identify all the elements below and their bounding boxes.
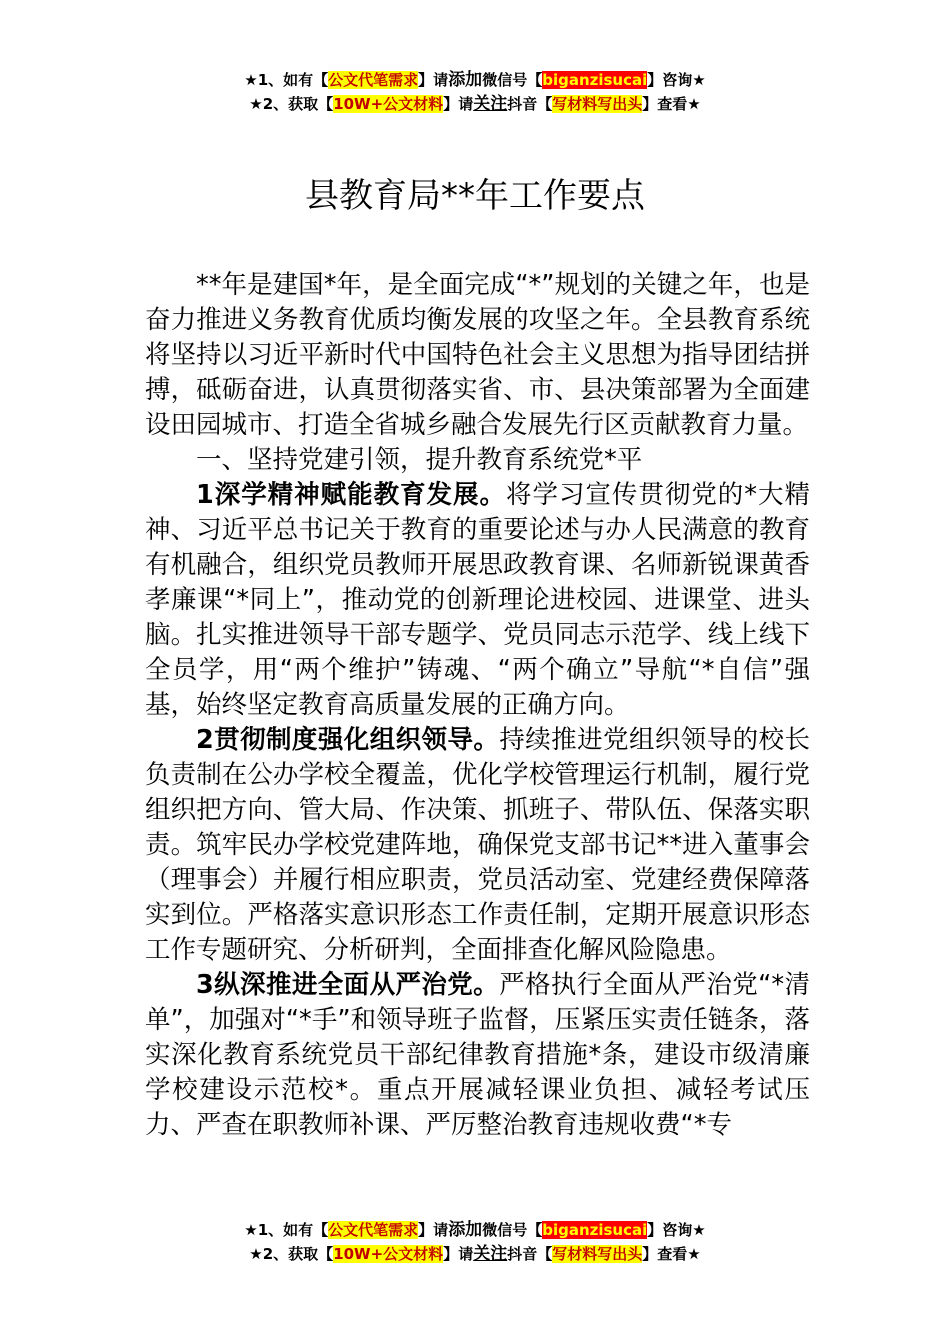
item-heading-2: 2贯彻制度强化组织领导。: [196, 725, 500, 755]
document-title: 县教育局**年工作要点: [305, 176, 645, 216]
footer-notice-line-1: ★1、如有【公文代笔需求】请添加微信号【biganzisucai】咨询★: [244, 1220, 706, 1240]
notice-line-2: ★2、获取【10W+公文材料】请关注抖音【写材料写出头】查看★: [249, 94, 701, 114]
item-paragraph-2: 2贯彻制度强化组织领导。持续推进党组织领导的校长负责制在公办学校全覆盖，优化学校管理运行机制，履行党组织把方向、管大局、作决策、抓班子、带队伍、保落实职责。筑牢民办学校党建阵地，确保党支部书记**进入董事会（理事会）并履行相应职责，党员活动室、党建经费保障落实到位。严格落实意识形态工作责任制，定期开展意识形态工作专题研究、分析研判，全面排查化解风险隐患。: [145, 725, 810, 965]
item-heading-3: 3纵深推进全面从严治党。: [196, 970, 500, 1000]
footer-notice-banner: [0, 1218, 950, 1266]
item-heading-1: 1深学精神赋能教育发展。: [196, 480, 506, 510]
item-paragraph-1: 1深学精神赋能教育发展。将学习宣传贯彻党的*大精神、习近平总书记关于教育的重要论述与办人民满意的教育有机融合，组织党员教师开展思政教育课、名师新锐课黄香孝廉课“*同上”，推动党的创新理论进校园、进课堂、进头脑。扎实推进领导干部专题学、党员同志示范学、线上线下全员学，用“两个维护”铸魂、“两个确立”导航“*自信”强基，始终坚定教育高质量发展的正确方向。: [145, 480, 810, 720]
document-body: [145, 268, 810, 1143]
notice-line-1: ★1、如有【公文代笔需求】请添加微信号【biganzisucai】咨询★: [244, 70, 706, 90]
highlight-materials: 10W+公文材料: [333, 95, 444, 113]
header-notice-banner: [0, 68, 950, 116]
footer-notice-line-2: ★2、获取【10W+公文材料】请关注抖音【写材料写出头】查看★: [249, 1244, 701, 1264]
section-heading-1: 一、坚持党建引领，提升教育系统党*平: [196, 445, 643, 475]
intro-paragraph: **年是建国*年，是全面完成“*”规划的关键之年，也是奋力推进义务教育优质均衡发展的攻坚之年。全县教育系统将坚持以习近平新时代中国特色社会主义思想为指导团结拼搏，砥砺奋进，认真贯彻落实省、市、县决策部署为全面建设田园城市、打造全省城乡融合发展先行区贡献教育力量。: [145, 270, 810, 440]
highlight-service: 公文代笔需求: [328, 71, 419, 89]
highlight-douyin: 写材料写出头: [552, 95, 643, 113]
item-paragraph-3: 3纵深推进全面从严治党。严格执行全面从严治党“*清单”，加强对“*手”和领导班子监督，压紧压实责任链条，落实深化教育系统党员干部纪律教育措施*条，建设市级清廉学校建设示范校*。重点开展减轻课业负担、减轻考试压力、严查在职教师补课、严厉整治教育违规收费“*专: [145, 970, 810, 1140]
highlight-wechat-id: biganzisucai: [542, 71, 648, 89]
